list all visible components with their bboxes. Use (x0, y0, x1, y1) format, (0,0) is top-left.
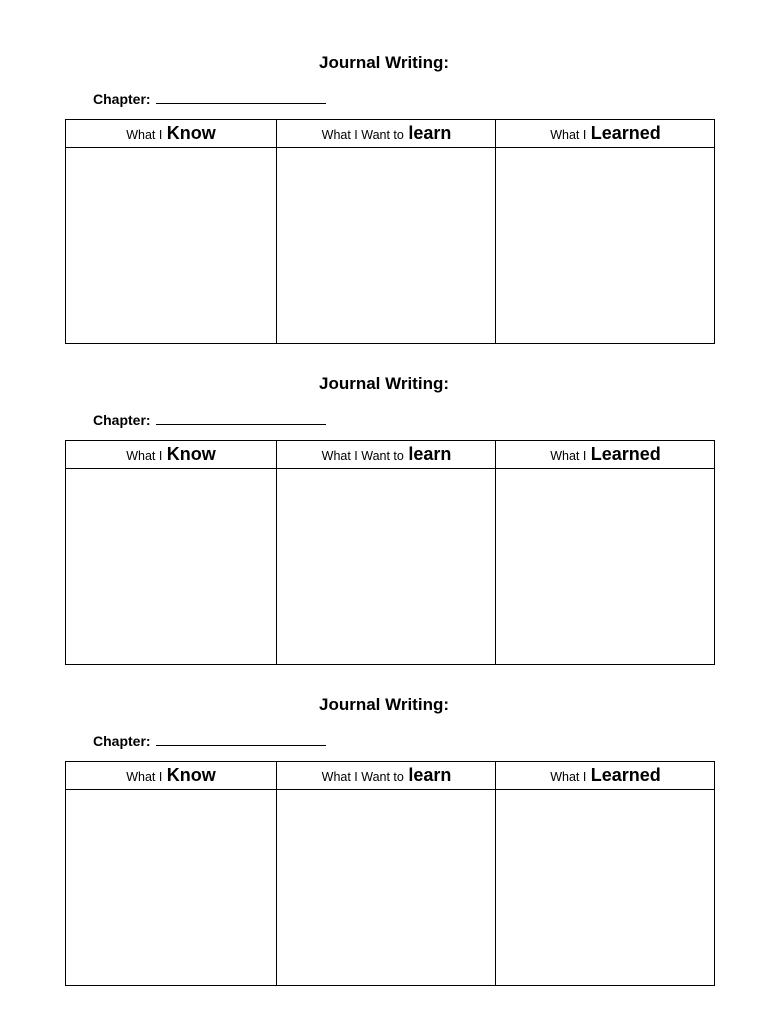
chapter-label: Chapter: (93, 412, 151, 428)
journal-section (0, 321, 768, 642)
chapter-blank-field[interactable] (156, 409, 326, 425)
header-learned-emphasis: Learned (590, 765, 661, 785)
section-title: Journal Writing: (318, 695, 449, 714)
chapter-line (93, 730, 326, 751)
kwl-table (65, 119, 715, 344)
header-want-emphasis: learn (408, 123, 452, 143)
header-learned-prefix: What I (550, 128, 587, 142)
know-writing-area[interactable] (66, 147, 276, 343)
kwl-body-row (66, 789, 714, 985)
header-know (66, 120, 276, 147)
chapter-blank-field[interactable] (156, 88, 326, 104)
want-to-learn-writing-area[interactable] (276, 789, 496, 985)
header-learned-prefix: What I (550, 449, 587, 463)
header-want-to-learn (276, 120, 496, 147)
header-know-prefix: What I (126, 449, 163, 463)
header-want-to-learn (276, 762, 496, 789)
chapter-line (93, 88, 326, 109)
kwl-table (65, 761, 715, 986)
header-learned-emphasis: Learned (590, 123, 661, 143)
header-know-emphasis: Know (166, 123, 216, 143)
header-want-prefix: What I Want to (321, 449, 404, 463)
kwl-header-row (66, 120, 714, 148)
header-know-prefix: What I (126, 770, 163, 784)
chapter-label: Chapter: (93, 91, 151, 107)
header-want-emphasis: learn (408, 765, 452, 785)
kwl-table (65, 440, 715, 665)
kwl-body-row (66, 147, 714, 343)
kwl-body-row (66, 468, 714, 664)
chapter-blank-field[interactable] (156, 730, 326, 746)
learned-writing-area[interactable] (495, 789, 715, 985)
chapter-label: Chapter: (93, 733, 151, 749)
section-title: Journal Writing: (318, 53, 449, 72)
know-writing-area[interactable] (66, 789, 276, 985)
journal-section (0, 642, 768, 963)
header-know-emphasis: Know (166, 444, 216, 464)
header-learned-prefix: What I (550, 770, 587, 784)
learned-writing-area[interactable] (495, 468, 715, 664)
kwl-header-row (66, 441, 714, 469)
header-learned (495, 762, 715, 789)
header-want-emphasis: learn (408, 444, 452, 464)
header-learned (495, 441, 715, 468)
journal-section (0, 0, 768, 321)
header-want-to-learn (276, 441, 496, 468)
chapter-line (93, 409, 326, 430)
learned-writing-area[interactable] (495, 147, 715, 343)
header-know (66, 762, 276, 789)
want-to-learn-writing-area[interactable] (276, 468, 496, 664)
header-want-prefix: What I Want to (321, 770, 404, 784)
header-want-prefix: What I Want to (321, 128, 404, 142)
header-know-prefix: What I (126, 128, 163, 142)
section-title: Journal Writing: (318, 374, 449, 393)
header-learned-emphasis: Learned (590, 444, 661, 464)
header-learned (495, 120, 715, 147)
header-know-emphasis: Know (166, 765, 216, 785)
know-writing-area[interactable] (66, 468, 276, 664)
kwl-header-row (66, 762, 714, 790)
header-know (66, 441, 276, 468)
want-to-learn-writing-area[interactable] (276, 147, 496, 343)
